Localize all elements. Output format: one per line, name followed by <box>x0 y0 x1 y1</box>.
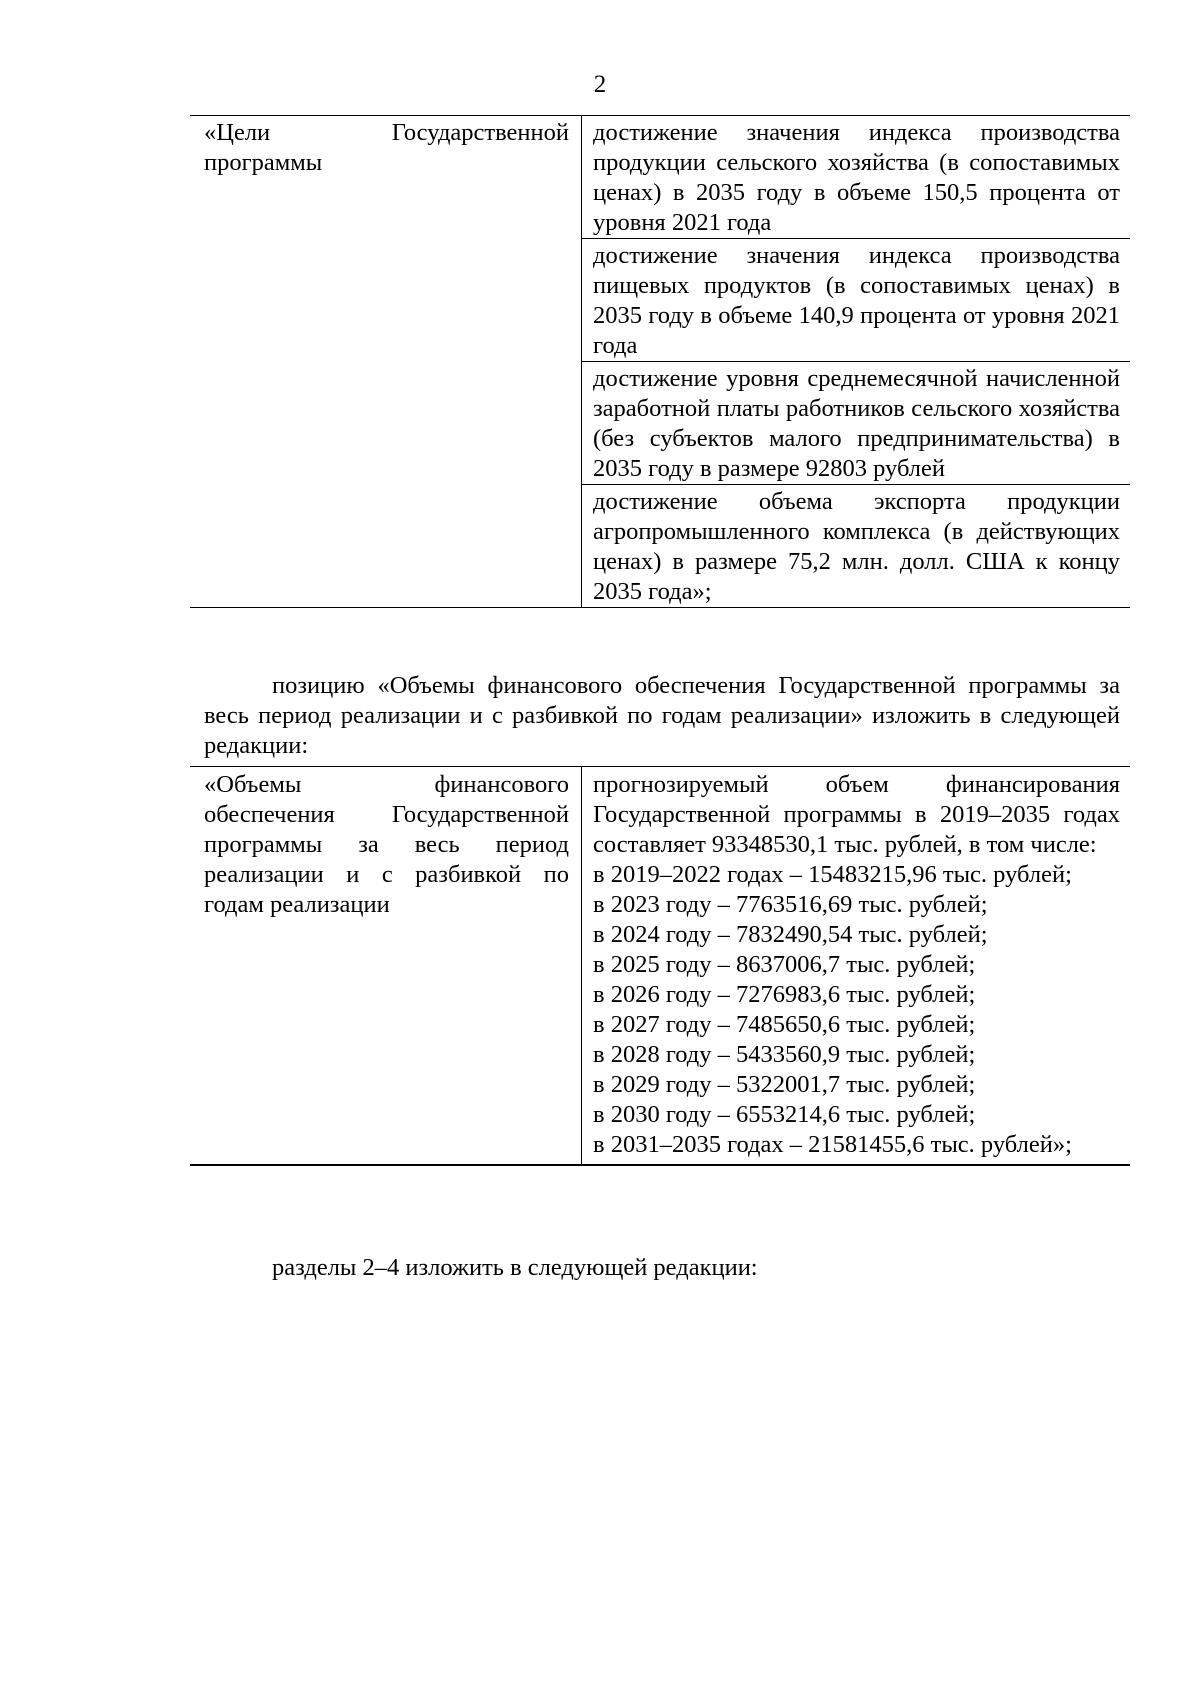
table-row <box>190 116 1130 239</box>
goals-label: «Цели Государственной программы <box>190 116 582 608</box>
funding-label: «Объемы финансового обеспечения Государственной программы за весь период реализации и с разбивкой по годам реализации <box>190 767 582 1166</box>
goal-item: достижение объема экспорта продукции агропромышленного комплекса (в действующих ценах) в размере 75,2 млн. долл. США к концу 2035 года»; <box>582 485 1131 608</box>
page-number: 2 <box>593 71 607 98</box>
goal-item: достижение значения индекса производства пищевых продуктов (в сопоставимых ценах) в 2035 году в объеме 140,9 процента от уровня 2021 года <box>582 239 1131 362</box>
funding-line: в 2030 году – 6553214,6 тыс. рублей; <box>593 1101 976 1128</box>
goals-table <box>190 115 1130 608</box>
table-row <box>190 767 1130 1166</box>
instruction-paragraph: разделы 2–4 изложить в следующей редакции: <box>272 1253 758 1281</box>
funding-details <box>582 767 1131 1166</box>
funding-line: в 2019–2022 годах – 15483215,96 тыс. рублей; <box>593 861 1072 888</box>
goal-item: достижение уровня среднемесячной начисленной заработной платы работников сельского хозяйства (без субъектов малого предпринимательства) в 2035 году в размере 92803 рублей <box>582 362 1131 485</box>
funding-line: в 2023 году – 7763516,69 тыс. рублей; <box>593 891 988 918</box>
funding-line: в 2031–2035 годах – 21581455,6 тыс. рублей»; <box>593 1131 1072 1158</box>
funding-line: в 2026 году – 7276983,6 тыс. рублей; <box>593 981 976 1008</box>
funding-line: в 2029 году – 5322001,7 тыс. рублей; <box>593 1071 976 1098</box>
goal-item: достижение значения индекса производства продукции сельского хозяйства (в сопоставимых ценах) в 2035 году в объеме 150,5 процента от уровня 2021 года <box>593 119 1120 236</box>
instruction-paragraph: позицию «Объемы финансового обеспечения Государственной программы за весь период реализации и с разбивкой по годам реализации» изложить в следующей редакции: <box>204 671 1120 759</box>
funding-line: в 2024 году – 7832490,54 тыс. рублей; <box>593 921 988 948</box>
funding-intro: прогнозируемый объем финансирования Государственной программы в 2019–2035 годах составляет 93348530,1 тыс. рублей, в том числе: <box>593 771 1120 858</box>
funding-table <box>190 766 1130 1166</box>
funding-line: в 2027 году – 7485650,6 тыс. рублей; <box>593 1011 976 1038</box>
funding-line: в 2025 году – 8637006,7 тыс. рублей; <box>593 951 976 978</box>
funding-line: в 2028 году – 5433560,9 тыс. рублей; <box>593 1041 976 1068</box>
